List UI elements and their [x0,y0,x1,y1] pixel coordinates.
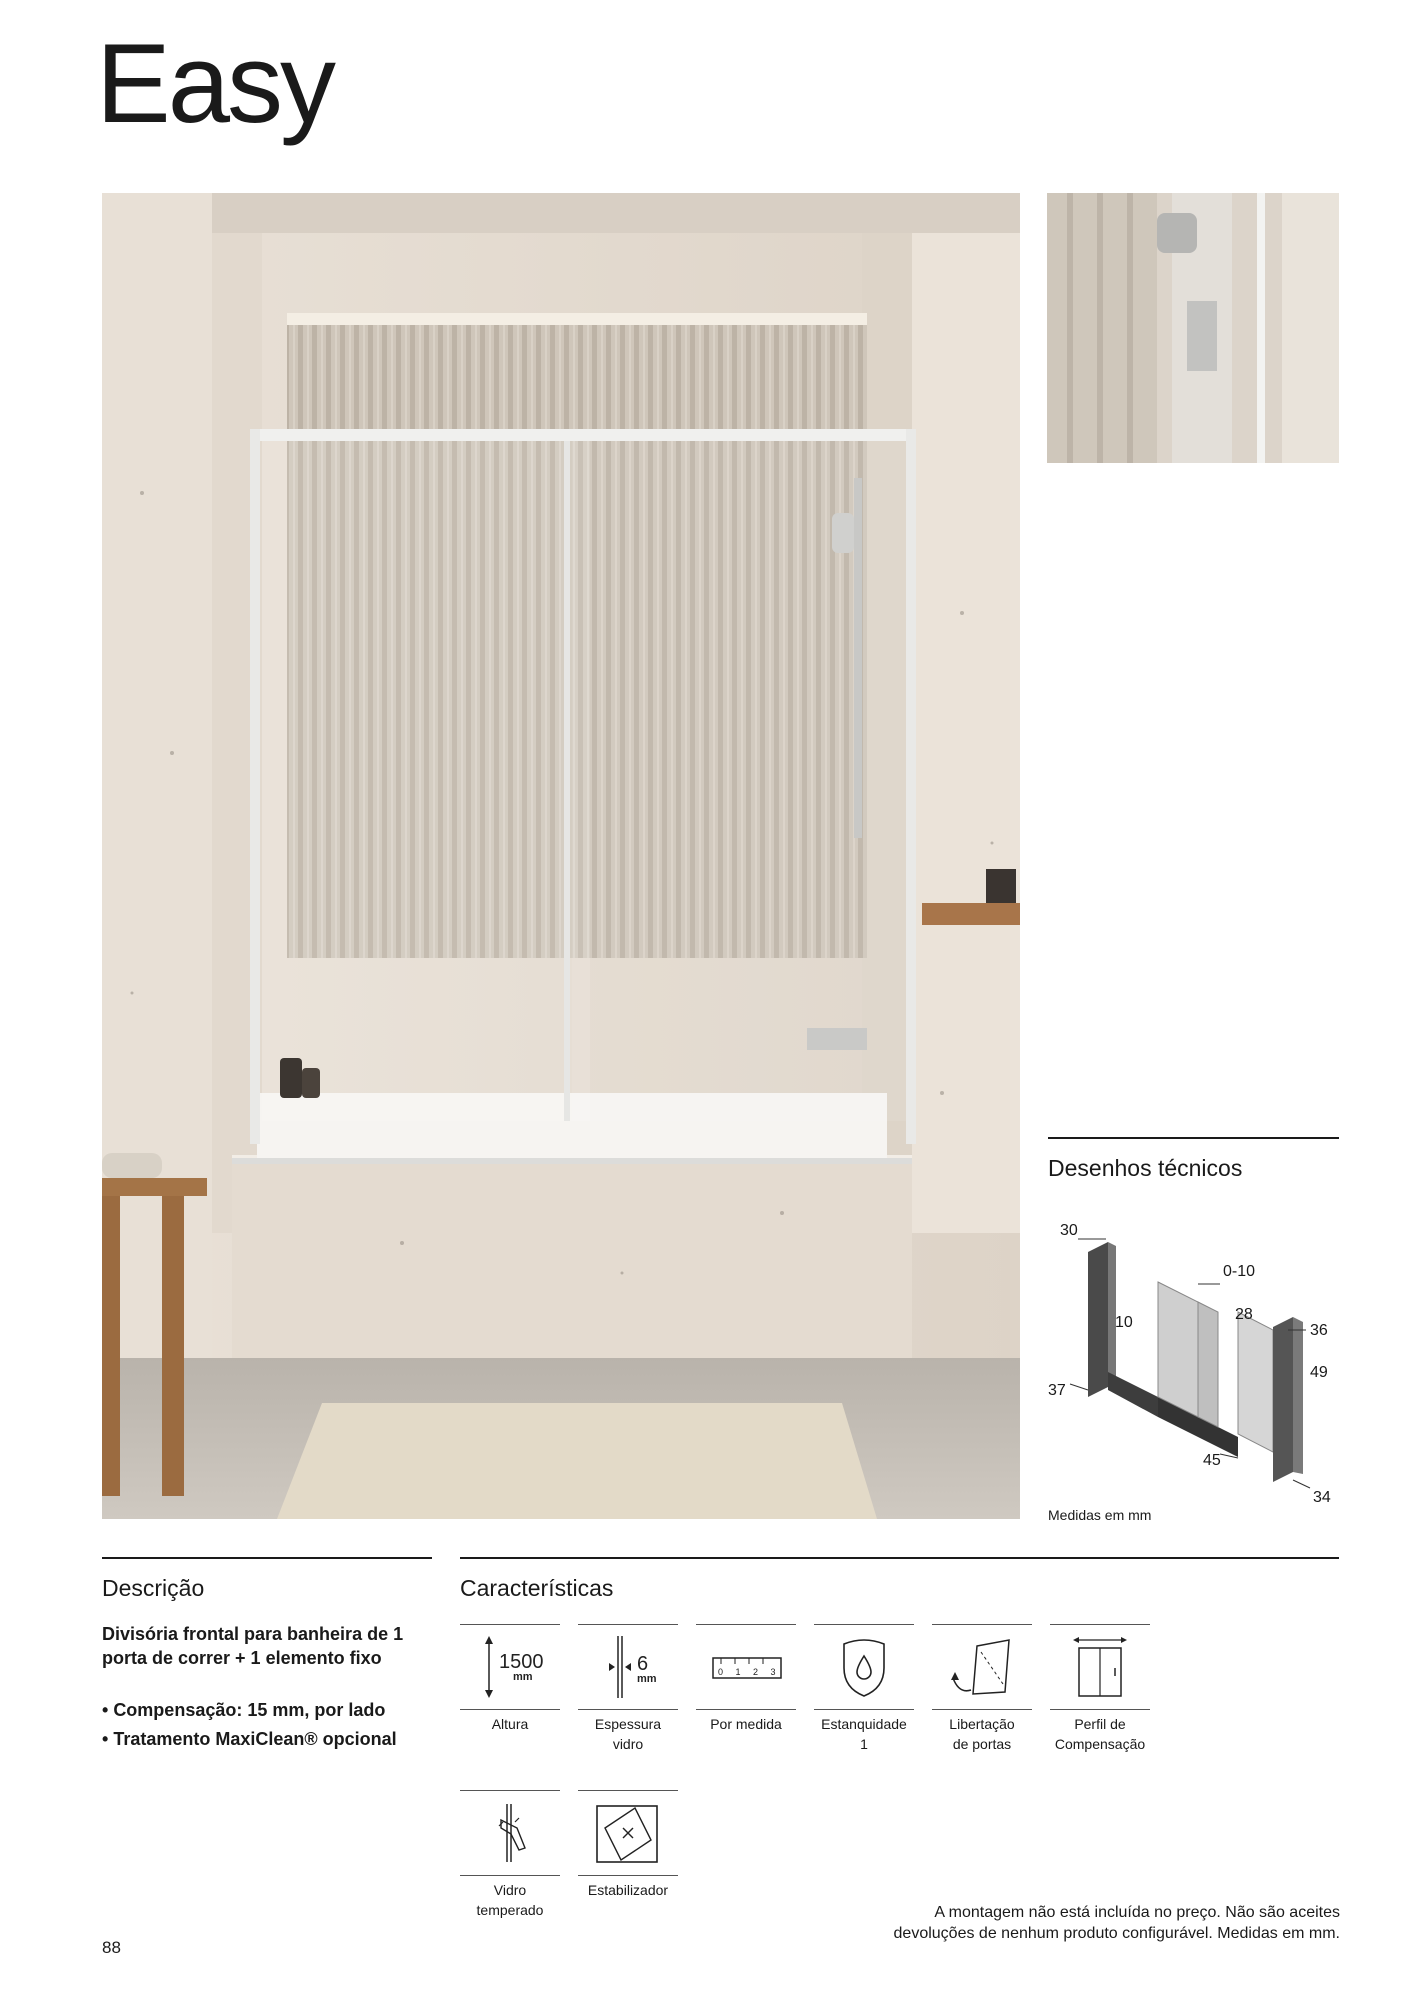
bathroom-scene-image [102,193,1020,1519]
feature-label: Perfil de [1074,1716,1126,1732]
svg-text:6: 6 [637,1653,649,1675]
bullet-item: • Tratamento MaxiClean® opcional [102,1725,422,1754]
feature-label: Espessura [594,1716,662,1732]
feature-door-release [932,1624,1032,1754]
dim-label: 49 [1310,1364,1328,1381]
handle-detail-image [1047,193,1339,463]
tech-divider [1048,1137,1339,1139]
page-number: 88 [102,1938,121,1957]
feature-label: Estabilizador [587,1882,669,1898]
feature-label-2: Compensação [1054,1736,1146,1752]
dim-label: 37 [1048,1382,1066,1399]
ruler-icon [696,1625,796,1709]
description-divider [102,1557,432,1559]
stabilizer-icon [578,1791,678,1875]
water-drop-shield-icon [814,1625,914,1709]
feature-stabilizer [578,1790,678,1900]
profile-drawing-image [1048,1212,1348,1512]
tech-drawings-title: Desenhos técnicos [1048,1155,1243,1181]
bullet-item: • Compensação: 15 mm, por lado [102,1696,422,1725]
feature-label-2: de portas [952,1736,1012,1752]
compensation-profile-icon [1050,1625,1150,1709]
dim-label: 45 [1203,1452,1221,1469]
dim-label: 36 [1310,1322,1328,1339]
dim-label: 28 [1235,1306,1253,1323]
feature-watertight [814,1624,914,1754]
detail-photo [1047,193,1339,463]
feature-height [460,1624,560,1734]
feature-label-2: temperado [476,1902,544,1918]
dim-label: 0-10 [1223,1263,1256,1280]
features-divider [460,1557,1339,1559]
feature-tempered-glass [460,1790,560,1920]
tech-units-note: Medidas em mm [1048,1507,1152,1523]
page-title: Easy [96,21,333,146]
footnote-line: A montagem não está incluída no preço. Não são aceites [934,1904,1340,1921]
door-release-icon [932,1625,1032,1709]
feature-label: Por medida [710,1716,782,1732]
svg-text:mm: mm [513,1671,533,1683]
footnote-line: devoluções de nenhum produto configurável. Medidas em mm. [893,1925,1340,1942]
feature-label-2: 1 [860,1736,868,1752]
svg-text:1500: 1500 [499,1651,544,1673]
feature-glass-thickness [578,1624,678,1754]
tempered-glass-icon [460,1791,560,1875]
feature-compensation-profile [1050,1624,1150,1754]
footnote [820,1902,1340,1944]
feature-label: Estanquidade [821,1716,907,1732]
dim-label: 34 [1313,1489,1331,1506]
technical-drawing [1048,1212,1348,1512]
feature-custom-size [696,1624,796,1734]
svg-text:0 1 2 3: 0 1 2 3 [718,1667,781,1677]
description-title: Descrição [102,1575,205,1601]
feature-label-2: vidro [612,1736,644,1752]
description-bullets [102,1696,422,1754]
dim-label: 10 [1115,1314,1133,1331]
feature-label: Libertação [949,1716,1015,1732]
glass-thickness-icon [578,1625,678,1709]
height-icon [460,1625,560,1709]
dim-label: 30 [1060,1222,1078,1239]
product-photo [102,193,1020,1519]
features-title: Características [460,1575,614,1601]
feature-label: Vidro [493,1882,527,1898]
feature-label: Altura [491,1716,529,1732]
description-text: Divisória frontal para banheira de 1 porta de correr + 1 elemento fixo [102,1624,404,1668]
svg-text:mm: mm [637,1673,657,1685]
